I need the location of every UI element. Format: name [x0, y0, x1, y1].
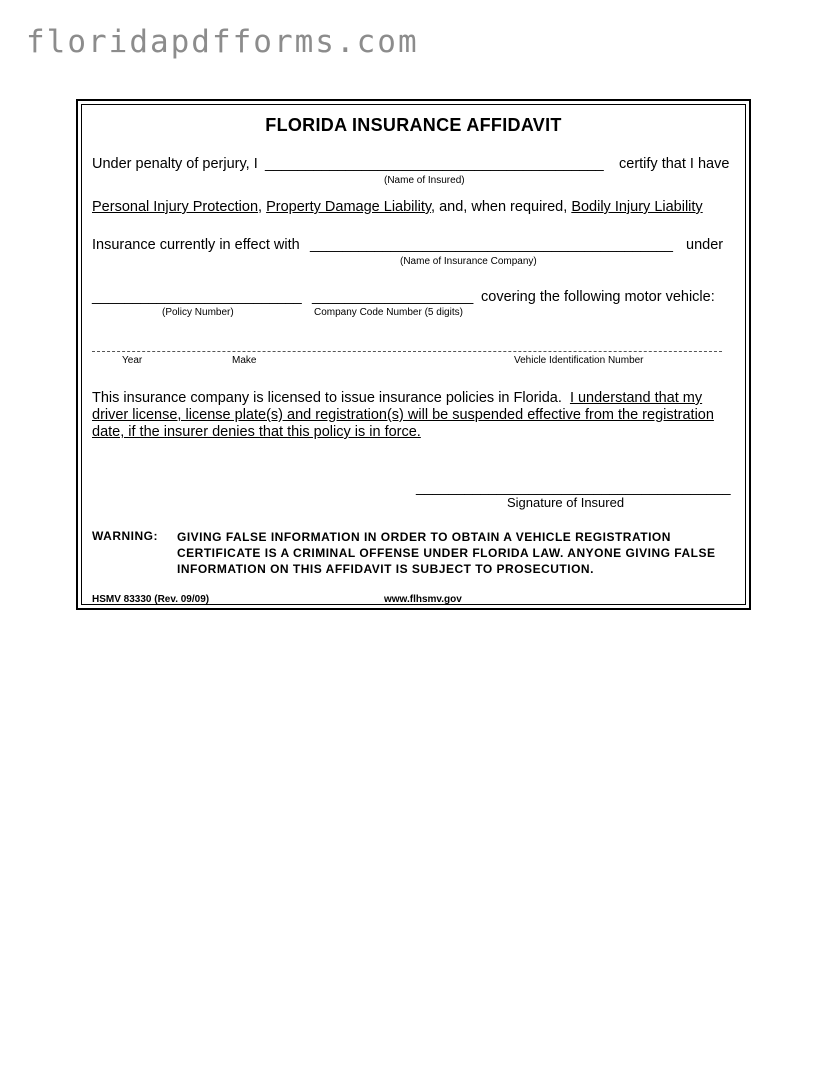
- website-link[interactable]: www.flhsmv.gov: [384, 594, 462, 605]
- insurance-affidavit-form: [76, 99, 751, 610]
- policy-number-field[interactable]: __________________________: [92, 289, 302, 305]
- license-statement-plain: This insurance company is licensed to issue insurance policies in Florida.: [92, 390, 562, 406]
- company-code-caption: Company Code Number (5 digits): [314, 307, 463, 318]
- certify-suffix: certify that I have: [619, 156, 730, 172]
- coverage-line: [92, 199, 703, 215]
- signature-field[interactable]: _______________________________________: [416, 480, 731, 496]
- insurance-company-field[interactable]: _____________________________________________: [310, 237, 673, 253]
- policy-number-caption: (Policy Number): [162, 307, 234, 318]
- coverage-bil: Bodily Injury Liability: [571, 199, 703, 215]
- license-statement: [92, 390, 738, 441]
- vin-caption: Vehicle Identification Number: [514, 355, 644, 366]
- form-title: FLORIDA INSURANCE AFFIDAVIT: [265, 115, 562, 135]
- license-statement-underlined: I understand that my driver license, license plate(s) and registration(s) will be suspended effective from the registration date, if the insurer denies that this policy is in force.: [92, 390, 714, 440]
- make-caption: Make: [232, 355, 257, 366]
- perjury-prefix: Under penalty of perjury, I: [92, 156, 258, 172]
- warning-label: WARNING:: [92, 529, 158, 543]
- company-name-caption: (Name of Insurance Company): [400, 256, 537, 267]
- company-code-field[interactable]: ____________________: [312, 289, 474, 305]
- coverage-pdl: Property Damage Liability: [266, 199, 432, 215]
- insured-name-field[interactable]: __________________________________________: [265, 156, 604, 172]
- year-caption: Year: [122, 355, 143, 366]
- signature-caption: Signature of Insured: [507, 495, 625, 510]
- under-suffix: under: [686, 237, 724, 253]
- form-number: HSMV 83330 (Rev. 09/09): [92, 594, 210, 605]
- name-of-insured-caption: (Name of Insured): [384, 175, 465, 186]
- covering-vehicle-suffix: covering the following motor vehicle:: [481, 289, 715, 305]
- site-watermark: floridapdfforms.com: [26, 24, 419, 60]
- coverage-middle: , and, when required,: [431, 199, 568, 215]
- form-inner-border: [81, 104, 746, 605]
- coverage-pip: Personal Injury Protection: [92, 199, 259, 215]
- insurance-in-effect-prefix: Insurance currently in effect with: [92, 237, 300, 253]
- warning-text: GIVING FALSE INFORMATION IN ORDER TO OBTAIN A VEHICLE REGISTRATION CERTIFICATE IS A CRIMINAL OFFENSE UNDER FLORIDA LAW. ANYONE GIVING FALSE INFORMATION ON THIS AFFIDAVIT IS SUBJECT TO PROSECUTION.: [177, 530, 716, 576]
- vehicle-info-field[interactable]: [92, 351, 722, 352]
- coverage-separator: ,: [258, 199, 263, 215]
